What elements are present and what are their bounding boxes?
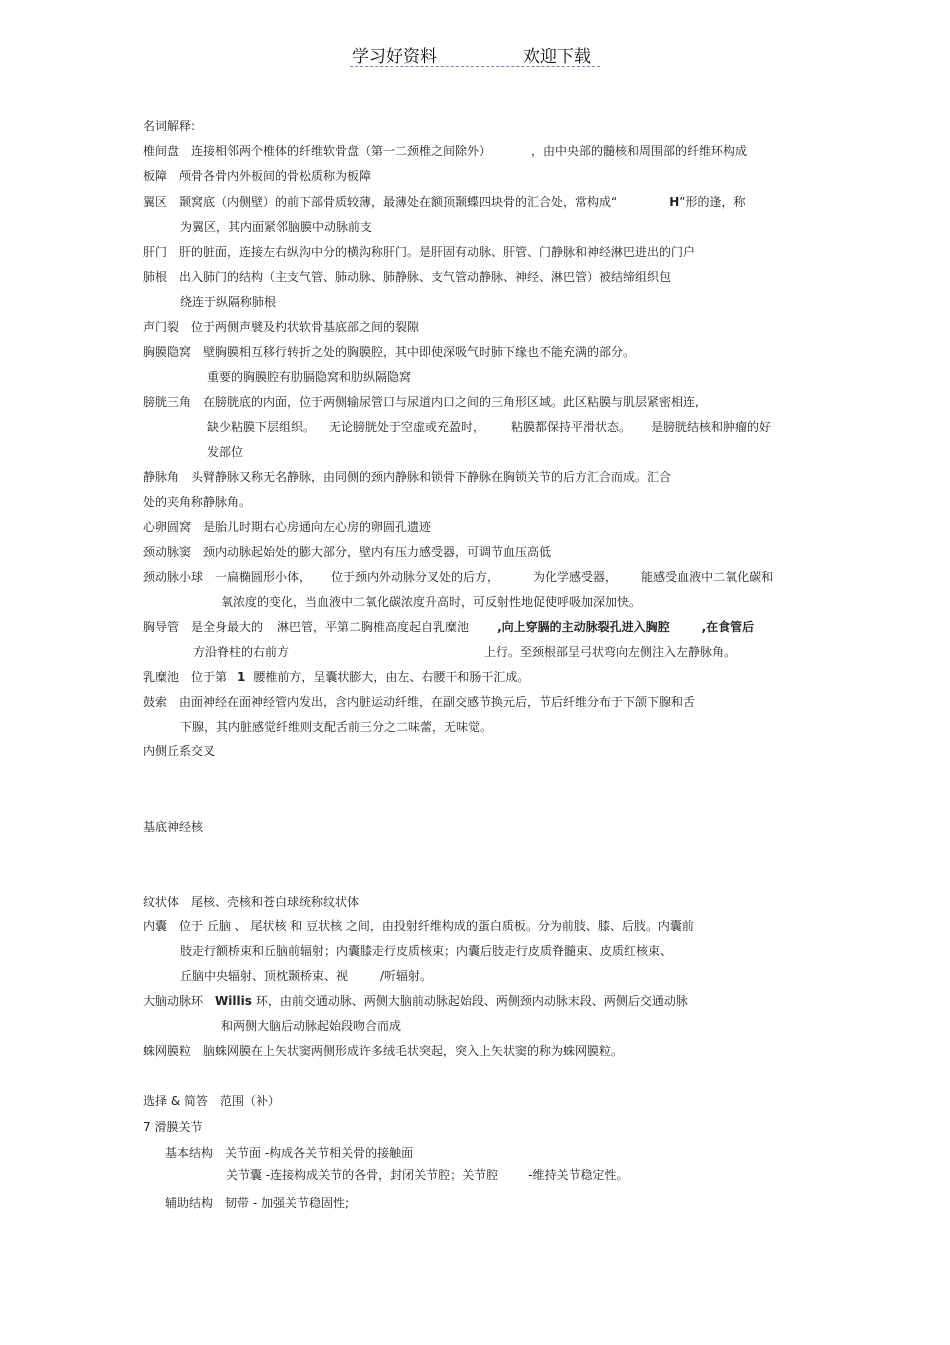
entry-basic-structure: 基本结构 关节面 -构成各关节相关骨的接触面	[165, 1146, 414, 1160]
entry-medial-lemniscus-decussation: 内侧丘系交叉	[143, 744, 216, 758]
entry-auxiliary-structure: 辅助结构 韧带 - 加强关节稳固性;	[165, 1196, 350, 1210]
entry-fossa-ovalis: 心卵圆窝 是胎儿时期右心房通向左心房的卵圆孔遗迹	[143, 520, 432, 534]
entry-venous-angle: 静脉角 头臂静脉又称无名静脉，由同侧的颈内静脉和锁骨下静脉在胸锁关节的后方汇合而成。汇合	[143, 470, 672, 484]
entry-internal-capsule-cont2: 丘脑中央辐射、顶枕颞桥束、视 /听辐射。	[180, 969, 433, 983]
header-left-text: 学习好资料	[352, 47, 437, 67]
entry-circle-of-willis: 大脑动脉环 Willis 环，由前交通动脉、两侧大脑前动脉起始段、两侧颈内动脉末段、两侧后交通动脉	[143, 994, 688, 1008]
entry-trigone-bladder-cont: 缺少粘膜下层组织。 无论膀胱处于空虚或充盈时， 粘膜都保持平滑状态。 是膀胱结核和肿瘤的好	[207, 420, 772, 434]
section-title-choice-short: 选择 & 简答 范围（补）	[143, 1094, 281, 1108]
entry-venous-angle-cont: 处的夹角称静脉角。	[143, 495, 252, 509]
entry-internal-capsule: 内囊 位于 丘脑 、 尾状核 和 豆状核 之间，由投射纤维构成的蛋白质板。分为前肢、膝、后肢。内囊前	[143, 919, 694, 933]
entry-basal-nuclei: 基底神经核	[143, 820, 204, 834]
entry-diploe: 板障 颅骨各骨内外板间的骨松质称为板障	[143, 169, 372, 183]
entry-pterion-cont: 为翼区，其内面紧邻脑膜中动脉前支	[180, 220, 373, 234]
entry-pterion: 翼区 颞窝底（内侧壁）的前下部骨质较薄，最薄处在额顶颞蝶四块骨的汇合处，常构成“ H”形的逢，称	[143, 195, 746, 209]
entry-porta-hepatis: 肝门 肝的脏面，连接左右纵沟中分的横沟称肝门。是肝固有动脉、肝管、门静脉和神经淋巴进出的门户	[143, 245, 696, 259]
entry-pleural-recess: 胸膜隐窝 壁胸膜相互移行转折之处的胸膜腔，其中即使深吸气时肺下缘也不能充满的部分。	[143, 345, 636, 359]
entry-chorda-tympani-cont: 下腺，其内脏感觉纤维则支配舌前三分之二味蕾，无味觉。	[180, 720, 493, 734]
entry-carotid-glomus: 颈动脉小球 一扁椭圆形小体， 位于颈内外动脉分叉处的后方， 为化学感受器， 能感受血液中二氧化碳和	[143, 570, 774, 584]
entry-rima-glottidis: 声门裂 位于两侧声襞及杓状软骨基底部之间的裂隙	[143, 320, 420, 334]
entry-trigone-bladder-cont2: 发部位	[207, 445, 244, 459]
entry-intervertebral-disc: 椎间盘 连接相邻两个椎体的纤维软骨盘（第一二颈椎之间除外） ，由中央部的髓核和周围部的纤维环构成	[143, 144, 748, 158]
entry-lung-root-cont: 绕连于纵隔称肺根	[180, 295, 277, 309]
section-title-synovial-joint: 7 滑膜关节	[143, 1120, 203, 1134]
entry-thoracic-duct: 胸导管 是全身最大的 淋巴管，平第二胸椎高度起自乳糜池 ,向上穿膈的主动脉裂孔进入胸腔 ,在食管后	[143, 620, 755, 634]
entry-arachnoid-granulations: 蛛网膜粒 脑蛛网膜在上矢状窦两侧形成许多绒毛状突起，突入上矢状窦的称为蛛网膜粒。	[143, 1044, 624, 1058]
entry-corpus-striatum: 纹状体 尾核、壳核和苍白球统称纹状体	[143, 895, 360, 909]
entry-circle-of-willis-cont: 和两侧大脑后动脉起始段吻合而成	[221, 1019, 402, 1033]
entry-basic-structure-cont: 关节囊 -连接构成关节的各骨，封闭关节腔；关节腔 -维持关节稳定性。	[226, 1168, 629, 1182]
entry-thoracic-duct-cont: 方沿脊柱的右前方 上行。至颈根部呈弓状弯向左侧注入左静脉角。	[193, 645, 737, 659]
entry-lung-root: 肺根 出入肺门的结构（主支气管、肺动脉、肺静脉、支气管动静脉、神经、淋巴管）被结缔组织包	[143, 270, 672, 284]
section-title-definitions: 名词解释:	[143, 119, 196, 133]
entry-internal-capsule-cont: 肢走行额桥束和丘脑前辐射；内囊膝走行皮质核束；内囊后肢走行皮质脊髓束、皮质红核束、	[180, 944, 673, 958]
page-header	[350, 42, 600, 67]
entry-carotid-glomus-cont: 氧浓度的变化，当血液中二氧化碳浓度升高时，可反射性地促使呼吸加深加快。	[221, 595, 642, 609]
header-right-text: 欢迎下载	[523, 47, 591, 67]
entry-cisterna-chyli: 乳糜池 位于第 1 腰椎前方，呈囊状膨大，由左、右腰干和肠干汇成。	[143, 670, 530, 684]
entry-carotid-sinus: 颈动脉窦 颈内动脉起始处的膨大部分，壁内有压力感受器，可调节血压高低	[143, 545, 552, 559]
entry-pleural-recess-cont: 重要的胸膜腔有肋膈隐窝和肋纵隔隐窝	[207, 370, 412, 384]
entry-chorda-tympani: 鼓索 由面神经在面神经管内发出，含内脏运动纤维，在副交感节换元后，节后纤维分布于下颌下腺和舌	[143, 695, 696, 709]
entry-trigone-bladder: 膀胱三角 在膀胱底的内面，位于两侧输尿管口与尿道内口之间的三角形区域。此区粘膜与肌层紧密相连,	[143, 395, 699, 409]
